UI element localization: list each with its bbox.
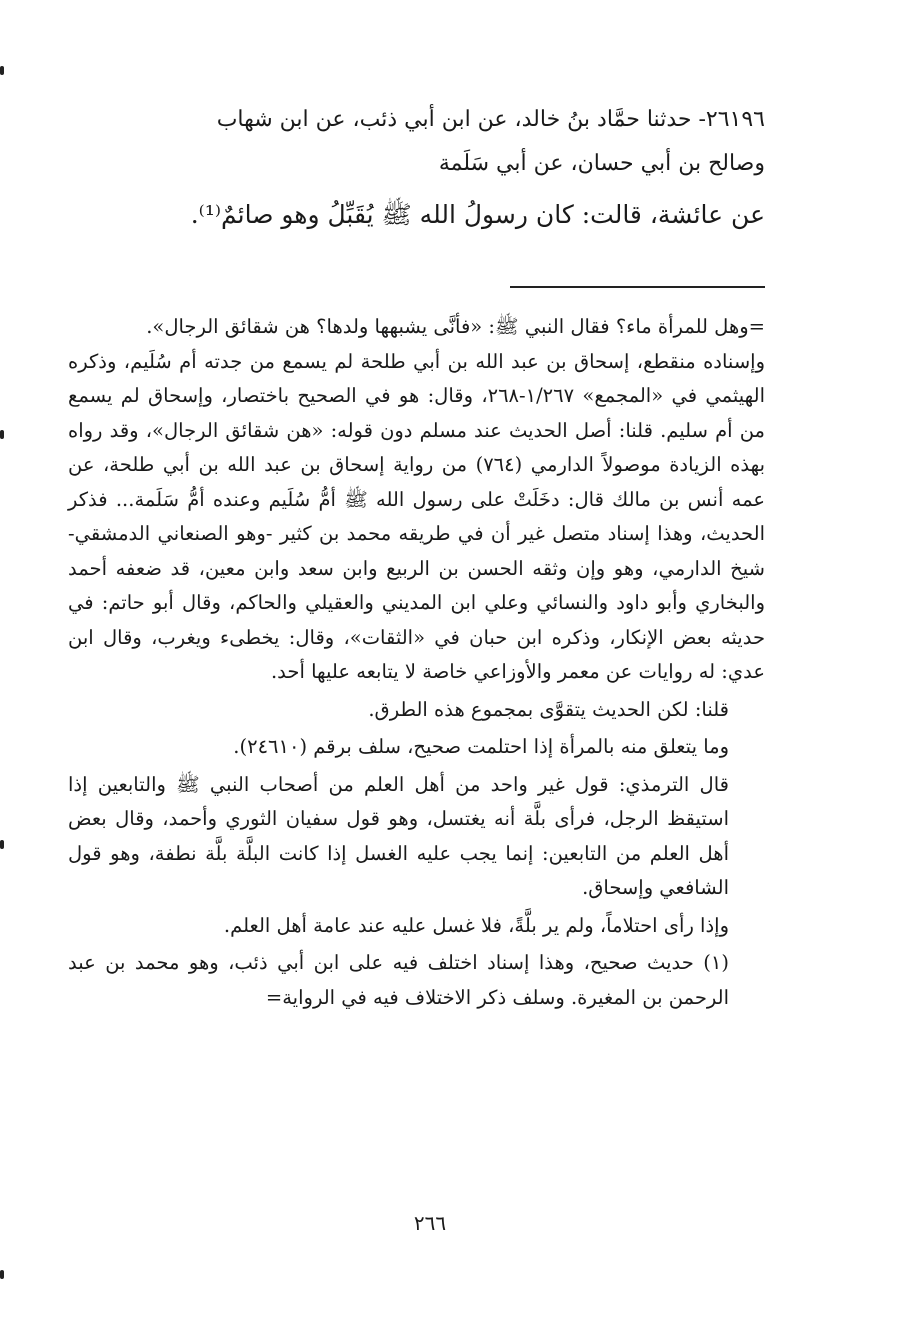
hadith-isnad-line-2: وصالح بن أبي حسان، عن أبي سَلَمة [438, 151, 765, 176]
hadith-isnad-line-1: ٢٦١٩٦- حدثنا حمَّاد بنُ خالد، عن ابن أبي ذئب، عن ابن شهاب [216, 107, 765, 132]
footnote-paragraph: وإذا رأى احتلاماً، ولم ير بلَّةً، فلا غسل عليه عند عامة أهل العلم. [223, 913, 729, 937]
footnote-divider [510, 286, 765, 288]
scan-edge-mark [0, 840, 4, 849]
scan-edge-mark [0, 66, 4, 75]
hadith-block [68, 98, 765, 240]
footnotes-block [68, 310, 765, 1015]
scan-edge-mark [0, 1270, 4, 1279]
footnote-paragraph: وإسناده منقطع، إسحاق بن عبد الله بن أبي طلحة لم يسمع من جدته أم سُلَيم، وذكره الهيثمي في «المجمع» ١/٢٦٧-٢٦٨، وقال: هو في الصحيح باختصار، وإسحاق لم يسمع من أم سليم. قلنا: أصل الحديث عند مسلم دون قوله: «هن شقائق الرجال»، وقد رواه بهذه الزيادة موصولاً الدارمي (٧٦٤) من رواية إسحاق بن عبد الله بن أبي طلحة، عن عمه أنس بن مالك قال: دخَلَتْ على رسول الله ﷺ أمُّ سُلَيم وعنده أمُّ سَلَمة... فذكر الحديث، وهذا إسناد متصل غير أن في طريقه محمد بن كثير -وهو الصنعاني الدمشقي- شيخ الدارمي، وهو وإن وثقه الحسن بن الربيع وابن سعد وابن معين، قد ضعفه أحمد والبخاري وأبو داود والنسائي وعلي ابن المديني والعقيلي والحاكم، وقال أبو حاتم: في حديثه بعض الإنكار، وذكره ابن حبان في «الثقات»، وقال: يخطىء ويغرب، وقال ابن عدي: له روايات عن معمر والأوزاعي خاصة لا يتابعه عليها أحد. [68, 349, 766, 683]
footnote-paragraph: قال الترمذي: قول غير واحد من أهل العلم من أصحاب النبي ﷺ والتابعين إذا استيقظ الرجل، فرأى بلَّة أنه يغتسل، وهو قول سفيان الثوري وأحمد، وقال بعض أهل العلم من التابعين: إنما يجب عليه الغسل إذا كانت البلَّة بلَّة نطفة، وهو قول الشافعي وإسحاق. [68, 772, 729, 899]
footnote-continuation: =وهل للمرأة ماء؟ فقال النبي ﷺ: «فأنَّى يشبهها ولدها؟ هن شقائق الرجال». [146, 315, 765, 338]
footnote-paragraph: قلنا: لكن الحديث يتقوَّى بمجموع هذه الطرق. [368, 697, 729, 721]
footnote-1: (١) حديث صحيح، وهذا إسناد اختلف فيه على ابن أبي ذئب، وهو محمد بن عبد الرحمن بن المغيرة. وسلف ذكر الاختلاف فيه في الرواية= [68, 951, 729, 1009]
scan-edge-mark [0, 430, 4, 439]
footnote-paragraph: وما يتعلق منه بالمرأة إذا احتلمت صحيح، سلف برقم (٢٤٦١٠). [233, 735, 729, 758]
hadith-matn: عن عائشة، قالت: كان رسولُ الله ﷺ يُقَبِّلُ وهو صائمٌ⁽¹⁾. [190, 200, 765, 229]
page-number: ٢٦٦ [413, 1211, 447, 1235]
